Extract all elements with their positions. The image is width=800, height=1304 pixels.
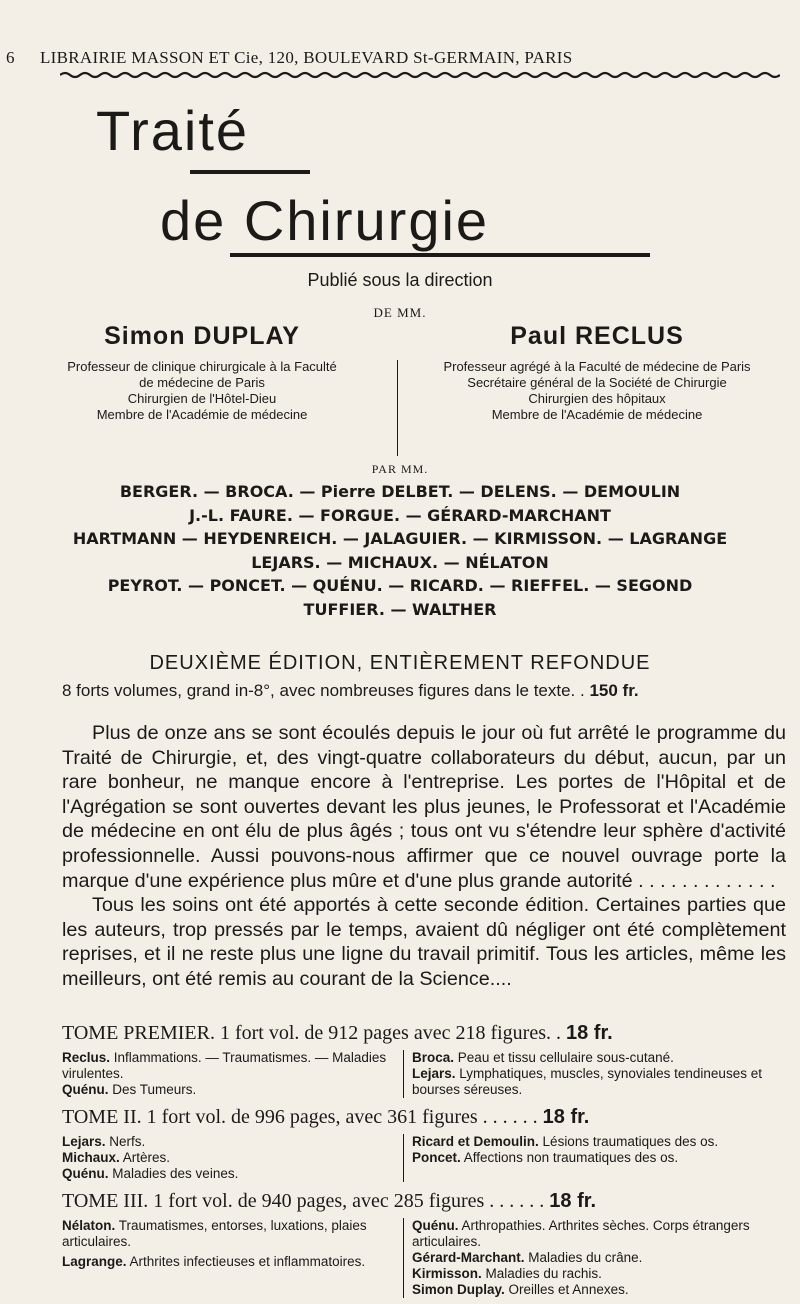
- contents-entry: Kirmisson. Maladies du rachis.: [412, 1266, 602, 1281]
- author-line: BERGER. — BROCA. — Pierre DELBET. — DELENS. — DEMOULIN: [119, 482, 681, 501]
- wavy-rule: [60, 70, 780, 80]
- director-duplay: [22, 322, 382, 423]
- page-number: 6: [6, 48, 15, 67]
- tome-contents-right: [412, 1218, 772, 1298]
- preface-paragraph: Tous les soins ont été apportés à cette seconde édition. Certaines parties que les auteurs, trop pressés par le temps, avaient dû négliger ont été complètement reprises, et il ne reste plus une ligne du travail primitif. Tous les articles, même les meilleurs, ont été remis au courant de la Science....: [62, 894, 786, 990]
- tome-heading: TOME PREMIER. 1 fort vol. de 912 pages avec 218 figures. . 18 fr.: [62, 1022, 613, 1044]
- contents-entry: Reclus. Inflammations. — Traumatismes. — Maladies virulentes.: [62, 1050, 387, 1081]
- column-divider: [403, 1050, 404, 1098]
- contents-entry: Simon Duplay. Oreilles et Annexes.: [412, 1282, 629, 1297]
- author-line: LEJARS. — MICHAUX. — NÉLATON: [251, 552, 549, 572]
- edition-note: DEUXIÈME ÉDITION, ENTIÈREMENT REFONDUE: [149, 652, 651, 674]
- author-line: J.-L. FAURE. — FORGUE. — GÉRARD-MARCHANT: [189, 505, 611, 525]
- tome-price: 18 fr.: [549, 1190, 596, 1212]
- title-rule-short: [190, 170, 310, 174]
- contents-entry: Ricard et Demoulin. Lésions traumatiques des os.: [412, 1134, 719, 1149]
- catalogue-page: 6 LIBRAIRIE MASSON ET Cie, 120, BOULEVARD St-GERMAIN, PARIS Traité de Chirurgie Publié sous la direction DE MM. Simon DUPLAY Professeur de clinique chirurgicale à la Faculté de médecine de Paris Chirurgien de l'Hôtel-Dieu Membre de l'Académie de médecine Paul RECLUS Professeur agrégé à la Faculté de médecine de Paris Secrétaire général de la Société de Chirurgie Chirurgien des hôpitaux Membre de l'Académie de médecine PAR MM. BERGER. — BROCA. — Pierre DELBET. — DELENS. — DEMOULIN J.-L. FAURE. — FORGUE. — GÉRARD-MARCHANT HARTMANN — HEYDENREICH. — JALAGUIER. — KIRMISSON. — LAGRANGE LEJARS. — MICHAUX. — NÉLATON PEYROT. — PONCET. — QUÉNU. — RICARD. — RIEFFEL. — SEGOND TUFFIER. — WALTHER DEUXIÈME ÉDITION, ENTIÈREMENT REFONDUE 8 forts volumes, grand in-8°, avec nombreuses figures dans le texte. . 150 fr. Plus de onze ans se sont écoulés depuis le jour où fut arrêté le programme du Traité de Chirurgie, et, des vingt-quatre collaborateurs du début, aucun, par un rare bonheur, ne manque encore à l'entreprise. Les portes de l'Hôpital et de l'Agrégation se sont ouvertes devant les plus jeunes, le Professorat et l'Académie de médecine en ont élu de plus âgés ; tous ont vu s'étendre leur sphère d'activité professionnelle. Aussi pouvons-nous affirmer que ce nouvel ouvrage porte la marque d'une expérience plus mûre et d'une plus grande autorité . . . . . . . . . . . . . Tous les soins ont été apportés à cette seconde édition. Certaines parties que les auteurs, trop pressés par le temps, avaient dû négliger ont été complètement reprises, et il ne reste plus une ligne du travail primitif. Tous les articles, même les meilleurs, ont été remis au courant de la Science.... TOME PREMIER. 1 fort vol. de 912 pages avec 218 figures. . 18 fr. Reclus. Inflammations. — Traumatismes. — Maladies virulentes. Quénu. Des Tumeurs. Broca. Peau et tissu cellulaire sous-cutané. Lejars. Lymphatiques, muscles, synoviales tendineuses et bourses séreuses. TOME II. 1 fort vol. de 996 pages, avec 361 figures . . . . . . 18 fr. Lejars. Nerfs. Michaux. Artères. Quénu. Maladies des veines. Ricard et Demoulin. Lésions traumatiques des os. Poncet. Affections non traumatiques des os. TOME III. 1 fort vol. de 940 pages, avec 285 figures . . . . . . 18 fr. Nélaton. Traumatismes, entorses, luxations, plaies articulaires. Lagrange. Arthrites infectieuses et inflammatoires. Quénu. Arthropathies. Arthrites sèches. Corps étrangers articulaires. Gérard-Marchant. Maladies du crâne. Kirmisson. Maladies du rachis. Simon Duplay. Oreilles et Annexes.: [0, 0, 800, 1304]
- tome-heading: TOME II. 1 fort vol. de 996 pages, avec 361 figures . . . . . . 18 fr.: [62, 1106, 590, 1128]
- director-title: Membre de l'Académie de médecine: [96, 407, 308, 422]
- volumes-text: 8 forts volumes, grand in-8°, avec nombreuses figures dans le texte. .: [62, 681, 585, 700]
- director-title: Professeur de clinique chirurgicale à la Faculté: [67, 359, 337, 374]
- director-title: Chirurgien des hôpitaux: [528, 391, 666, 406]
- publisher-line: LIBRAIRIE MASSON ET Cie, 120, BOULEVARD St-GERMAIN, PARIS: [40, 48, 573, 67]
- tome-contents-left: [62, 1218, 402, 1270]
- contents-entry: Michaux. Artères.: [62, 1150, 171, 1165]
- director-title: Secrétaire général de la Société de Chirurgie: [467, 375, 727, 390]
- contents-entry: Quénu. Arthropathies. Arthrites sèches. Corps étrangers articulaires.: [412, 1218, 750, 1249]
- director-title: de médecine de Paris: [139, 375, 265, 390]
- author-line: TUFFIER. — WALTHER: [303, 599, 497, 619]
- director-name: Simon DUPLAY: [104, 322, 300, 350]
- tome-price: 18 fr.: [542, 1106, 590, 1128]
- contents-entry: Broca. Peau et tissu cellulaire sous-cutané.: [412, 1050, 674, 1065]
- director-title: Chirurgien de l'Hôtel-Dieu: [127, 391, 277, 406]
- tome-contents-left: [62, 1134, 402, 1182]
- director-reclus: [412, 322, 782, 423]
- tome-contents-left: [62, 1050, 402, 1098]
- running-head: [6, 48, 786, 68]
- director-divider: [397, 360, 398, 456]
- tome-contents-right: [412, 1050, 772, 1098]
- tome-contents-right: [412, 1134, 772, 1166]
- contents-entry: Quénu. Maladies des veines.: [62, 1166, 239, 1181]
- preface-paragraph: Plus de onze ans se sont écoulés depuis le jour où fut arrêté le programme du Traité de Chirurgie, et, des vingt-quatre collaborateurs du début, aucun, par un rare bonheur, ne manque encore à l'entreprise. Les portes de l'Hôpital et de l'Agrégation se sont ouvertes devant les plus jeunes, le Professorat et l'Académie de médecine en ont élu de plus âgés ; tous ont vu s'étendre leur sphère d'activité professionnelle. Aussi pouvons-nous affirmer que ce nouvel ouvrage porte la marque d'une expérience plus mûre et d'une plus grande autorité . . . . . . . . . . . . .: [62, 722, 786, 892]
- column-divider: [403, 1218, 404, 1298]
- published-under: Publié sous la direction: [307, 270, 493, 290]
- director-title: Professeur agrégé à la Faculté de médecine de Paris: [443, 359, 751, 374]
- author-list: [20, 480, 780, 621]
- volumes-price: 150 fr.: [589, 681, 639, 700]
- author-line: PEYROT. — PONCET. — QUÉNU. — RICARD. — RIEFFEL. — SEGOND: [107, 576, 693, 595]
- director-name: Paul RECLUS: [510, 322, 684, 350]
- contents-entry: Lagrange. Arthrites infectieuses et inflammatoires.: [62, 1254, 366, 1269]
- contents-entry: Lejars. Lymphatiques, muscles, synoviales tendineuses et bourses séreuses.: [412, 1066, 762, 1097]
- tome-heading: TOME III. 1 fort vol. de 940 pages, avec 285 figures . . . . . . 18 fr.: [62, 1190, 596, 1212]
- contents-entry: Quénu. Des Tumeurs.: [62, 1082, 197, 1097]
- tome-price: 18 fr.: [566, 1022, 613, 1044]
- contents-entry: Lejars. Nerfs.: [62, 1134, 146, 1149]
- par-mm: PAR MM.: [371, 462, 429, 476]
- author-line: HARTMANN — HEYDENREICH. — JALAGUIER. — KIRMISSON. — LAGRANGE: [72, 529, 728, 548]
- preface-text: [62, 721, 786, 992]
- contents-entry: Gérard-Marchant. Maladies du crâne.: [412, 1250, 643, 1265]
- column-divider: [403, 1134, 404, 1182]
- de-mm: DE MM.: [373, 305, 427, 320]
- contents-entry: Nélaton. Traumatismes, entorses, luxations, plaies articulaires.: [62, 1218, 367, 1249]
- director-title: Membre de l'Académie de médecine: [491, 407, 703, 422]
- title-rule-long: [230, 253, 650, 257]
- volumes-line: [62, 681, 782, 701]
- contents-entry: Poncet. Affections non traumatiques des os.: [412, 1150, 679, 1165]
